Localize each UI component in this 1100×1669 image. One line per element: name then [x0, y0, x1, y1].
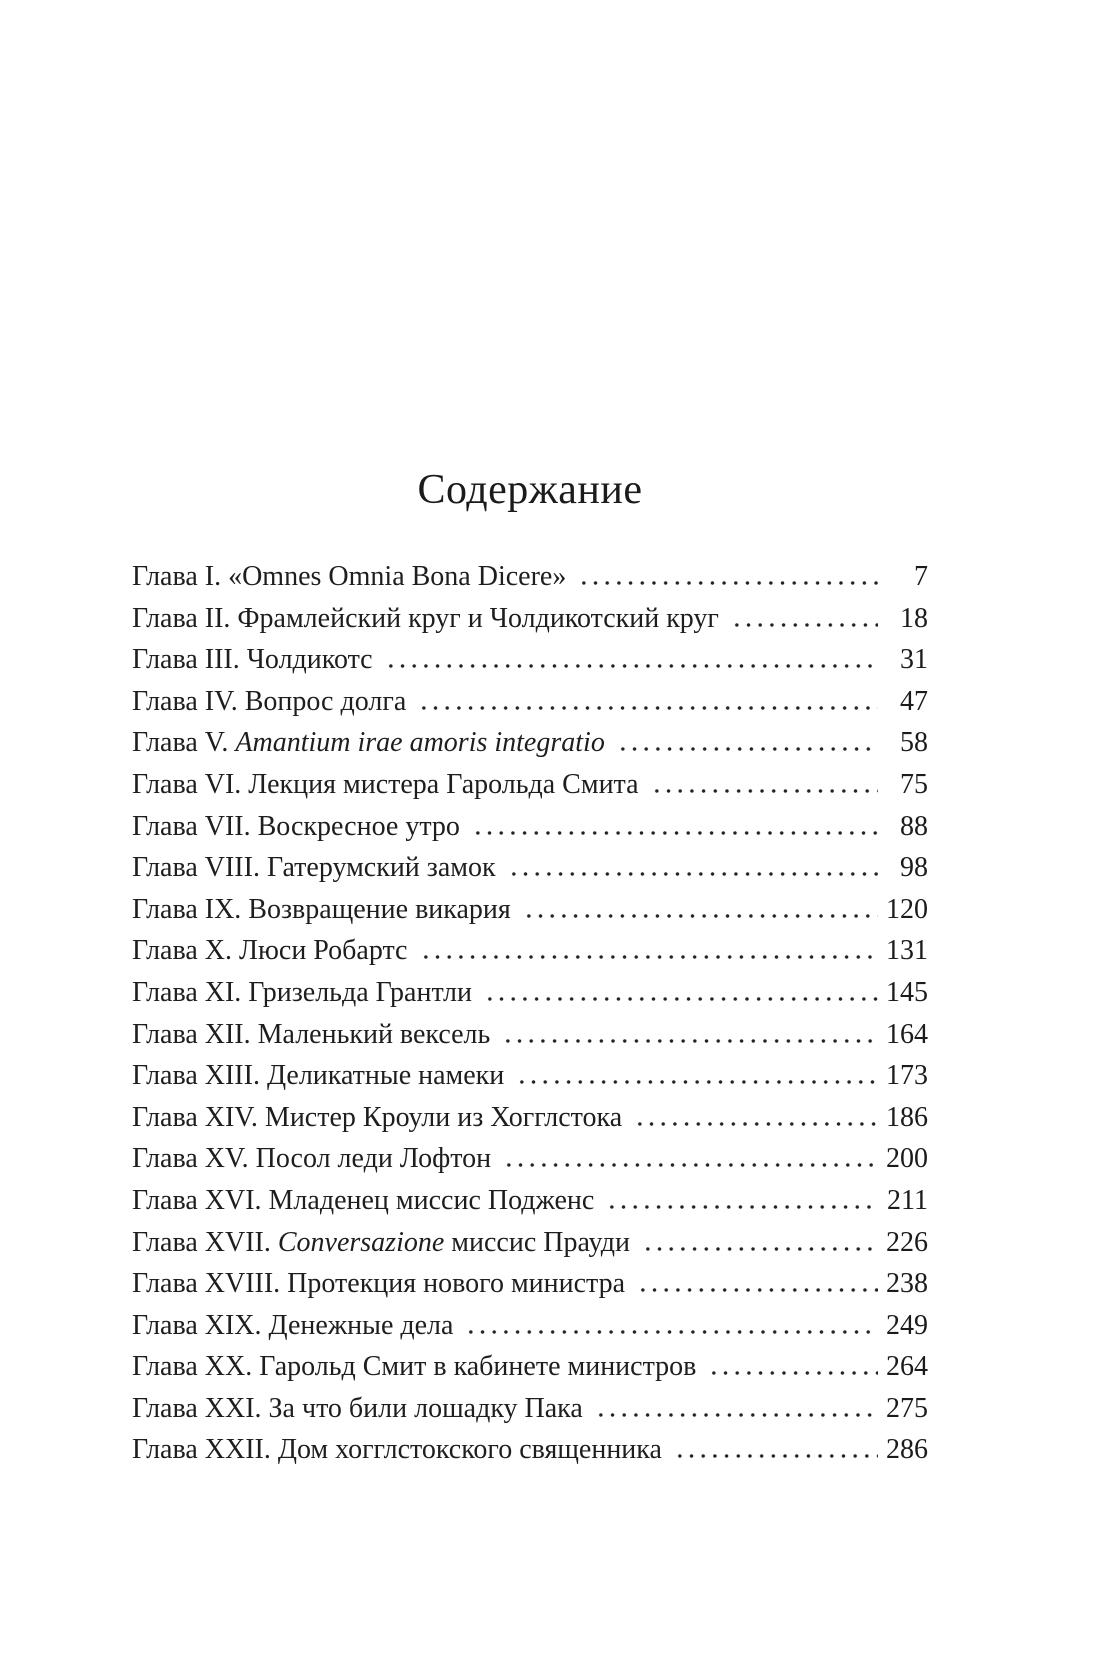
toc-page-number: 47	[900, 685, 928, 717]
toc-row	[132, 1305, 928, 1347]
dot-leader	[382, 664, 878, 668]
toc-page-number: 7	[914, 561, 928, 592]
toc-row	[132, 681, 928, 723]
toc-row	[132, 1138, 928, 1180]
dot-leader	[462, 1330, 878, 1334]
toc-entry-label: Глава XII. Маленький вексель	[132, 1018, 491, 1050]
toc-row	[132, 889, 928, 931]
dot-leader	[469, 831, 878, 835]
dot-leader	[505, 872, 878, 876]
toc-entry-label: Глава XVII. Conversazione миссис Прауди	[132, 1226, 630, 1258]
dot-leader	[634, 1288, 878, 1292]
toc-entry-label: Глава XVIII. Протекция нового министра	[132, 1268, 626, 1300]
toc-entry-label: Глава XIII. Деликатные намеки	[132, 1060, 505, 1092]
toc-entry-label: Глава X. Люси Робартс	[132, 935, 408, 967]
toc-entry-label: Глава XV. Посол леди Лофтон	[132, 1143, 492, 1175]
dot-leader	[513, 1080, 878, 1084]
toc-row	[132, 1222, 928, 1264]
toc-row	[132, 722, 928, 764]
toc-row	[132, 847, 928, 889]
toc-entry-label: Глава XIX. Денежные дела	[132, 1309, 454, 1341]
dot-leader	[705, 1371, 878, 1375]
toc-page-number: 226	[886, 1226, 928, 1258]
dot-leader	[499, 1039, 878, 1043]
toc-page-number: 18	[900, 602, 928, 634]
toc-row	[132, 1346, 928, 1388]
toc-page-number: 186	[886, 1101, 928, 1133]
toc-row	[132, 930, 928, 972]
dot-leader	[500, 1163, 878, 1167]
toc-entry-label: Глава VI. Лекция мистера Гарольда Смита	[132, 768, 639, 800]
toc-page-number: 238	[886, 1268, 928, 1300]
table-of-contents	[132, 556, 928, 1471]
toc-page-number: 58	[900, 727, 928, 759]
toc-row	[132, 972, 928, 1014]
toc-entry-label: Глава VIII. Гатерумский замок	[132, 852, 496, 884]
toc-row	[132, 1388, 928, 1430]
dot-leader	[728, 623, 878, 627]
toc-entry-label: Глава IX. Возвращение викария	[132, 893, 511, 925]
dot-leader	[520, 914, 878, 918]
toc-page-number: 31	[900, 644, 928, 676]
dot-leader	[603, 1205, 878, 1209]
toc-row	[132, 1014, 928, 1056]
dot-leader	[614, 747, 878, 751]
toc-row	[132, 639, 928, 681]
toc-row	[132, 806, 928, 848]
toc-entry-label: Глава II. Фрамлейский круг и Чолдикотский круг	[132, 602, 719, 634]
dot-leader	[481, 997, 878, 1001]
dot-leader	[415, 706, 878, 710]
toc-page-number: 164	[886, 1018, 928, 1050]
toc-page-number: 275	[886, 1392, 928, 1424]
toc-page-number: 264	[886, 1351, 928, 1383]
toc-entry-label: Глава V. Amantium irae amoris integratio	[132, 727, 605, 759]
toc-page-number: 249	[886, 1309, 928, 1341]
toc-row	[132, 556, 928, 598]
toc-row	[132, 1180, 928, 1222]
toc-entry-label: Глава XXII. Дом хогглстокского священника	[132, 1434, 662, 1466]
toc-entry-label: Глава I. «Omnes Omnia Bona Dicere»	[132, 561, 567, 592]
dot-leader	[592, 1413, 878, 1417]
toc-row	[132, 1263, 928, 1305]
toc-page-number: 131	[886, 935, 928, 967]
dot-leader	[671, 1454, 878, 1458]
toc-entry-label: Глава IV. Вопрос долга	[132, 685, 407, 717]
toc-page-number: 75	[900, 768, 928, 800]
toc-page-number: 145	[886, 976, 928, 1008]
toc-row	[132, 764, 928, 806]
toc-row	[132, 1429, 928, 1471]
toc-entry-label: Глава XXI. За что били лошадку Пака	[132, 1392, 583, 1424]
toc-page-number: 98	[900, 852, 928, 884]
dot-leader	[575, 581, 878, 585]
dot-leader	[631, 1122, 878, 1126]
toc-entry-label: Глава XIV. Мистер Кроули из Хогглстока	[132, 1101, 623, 1133]
toc-entry-label: Глава XVI. Младенец миссис Подженс	[132, 1184, 595, 1216]
toc-entry-label: Глава XX. Гарольд Смит в кабинете министров	[132, 1351, 697, 1383]
toc-row	[132, 1055, 928, 1097]
dot-leader	[417, 955, 879, 959]
toc-page-number: 286	[886, 1434, 928, 1466]
toc-row	[132, 1097, 928, 1139]
dot-leader	[648, 789, 878, 793]
toc-page-number: 200	[886, 1143, 928, 1175]
page-title: Содержание	[417, 467, 643, 513]
toc-page-number: 211	[887, 1184, 928, 1216]
toc-entry-label: Глава VII. Воскресное утро	[132, 810, 460, 842]
dot-leader	[639, 1247, 878, 1251]
toc-page-number: 173	[886, 1060, 928, 1092]
toc-page-number: 120	[886, 893, 928, 925]
toc-entry-label: Глава XI. Гризельда Грантли	[132, 976, 472, 1008]
toc-entry-label: Глава III. Чолдикотс	[132, 644, 373, 676]
toc-page-number: 88	[900, 810, 928, 842]
toc-row	[132, 598, 928, 640]
